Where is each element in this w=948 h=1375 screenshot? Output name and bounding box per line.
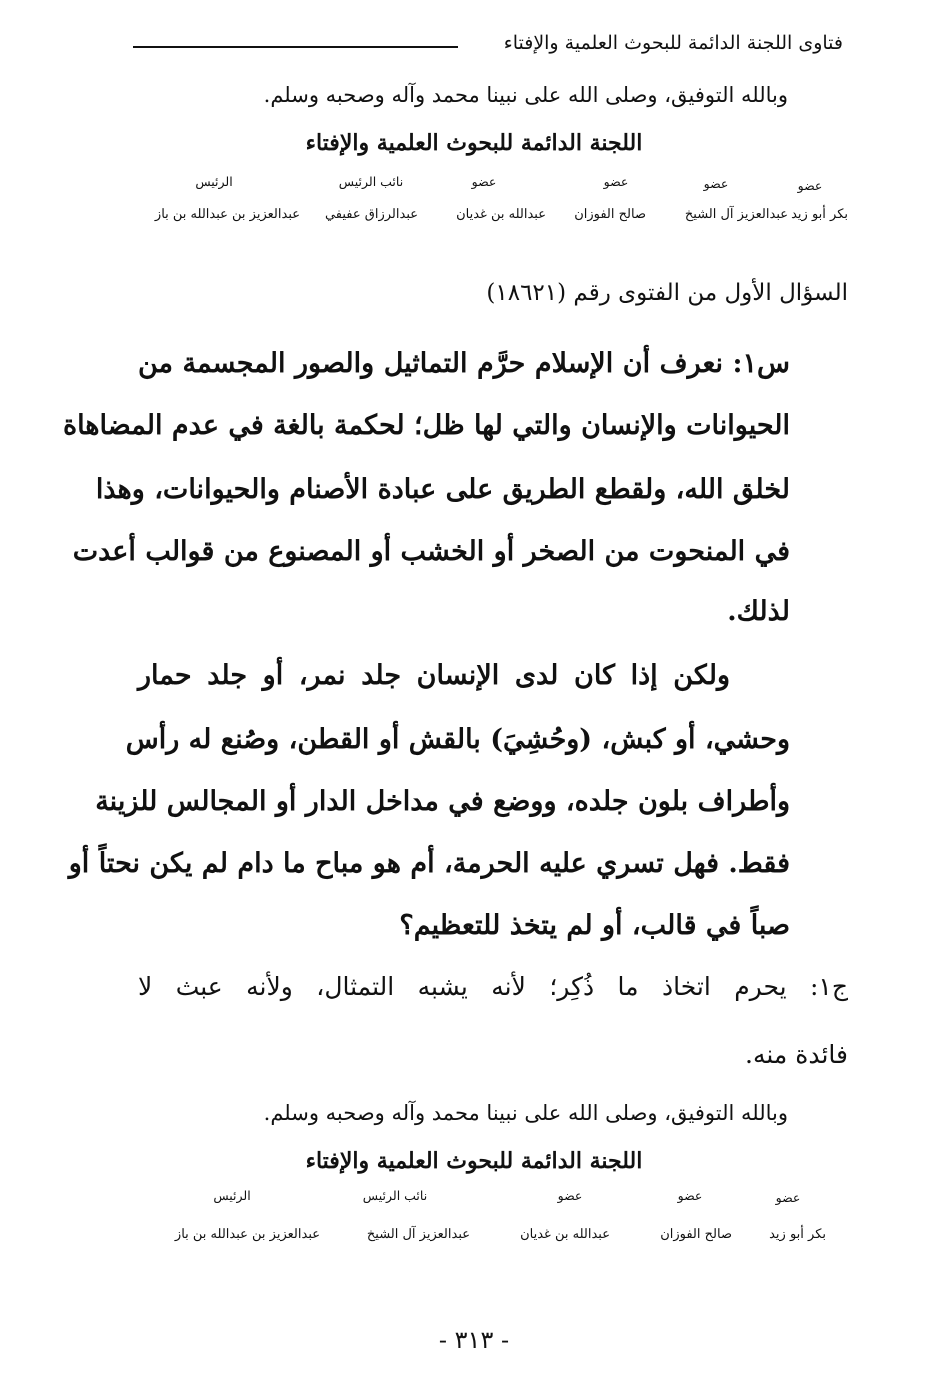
question-line: فقط. فهل تسري عليه الحرمة، أم هو مباح ما دام لم يكن نحتاً أو: [68, 848, 790, 879]
signatory-name: بكر أبو زيد: [791, 207, 848, 222]
question-line: وأطراف بلون جلده، ووضع في مداخل الدار أو المجالس للزينة: [95, 786, 790, 817]
question-line: الحيوانات والإنسان والتي لها ظل؛ لحكمة بالغة في عدم المضاهاة: [62, 410, 790, 441]
signatory-role: نائب الرئيس: [338, 174, 404, 189]
signatory-name: عبدالرزاق عفيفي: [324, 207, 418, 222]
signatory-role: عضو: [471, 174, 497, 189]
question-line: ولكن إذا كان لدى الإنسان جلد نمر، أو جلد حمار: [138, 660, 730, 691]
signatory: [650, 1188, 730, 1204]
signatory: [326, 174, 416, 190]
signatory-name: عبدالله بن غديان: [456, 207, 546, 222]
signatory-name: عبدالعزيز بن عبدالله بن باز: [154, 207, 300, 222]
question-line: صباً في قالب، أو لم يتخذ للتعظيم؟: [399, 910, 790, 941]
running-header-title: فتاوى اللجنة الدائمة للبحوث العلمية والإفتاء: [503, 32, 843, 54]
running-header: [133, 30, 843, 60]
question-line: س١: نعرف أن الإسلام حرَّم التماثيل والصور المجسمة من: [138, 348, 790, 379]
signatory-name: عبدالعزيز بن عبدالله بن باز: [174, 1227, 320, 1242]
signatory: [444, 174, 524, 190]
closing-formula-bottom: وبالله التوفيق، وصلى الله على نبينا محمد وآله وصحبه وسلم.: [263, 1101, 788, 1125]
signatory-role: عضو: [677, 1188, 703, 1203]
signatory-name: عبدالعزيز آل الشيخ: [684, 207, 788, 222]
signatory-name: عبدالله بن غديان: [520, 1227, 610, 1242]
signatory-role: عضو: [603, 174, 629, 189]
answer-line: ج١: يحرم اتخاذ ما ذُكِر؛ لأنه يشبه التمثال، ولأنه عبث لا: [138, 972, 848, 1001]
signatory-name: بكر أبو زيد: [769, 1227, 826, 1242]
committee-heading-bottom: اللجنة الدائمة للبحوث العلمية والإفتاء: [305, 1148, 643, 1174]
signatory: [576, 174, 656, 190]
signatory-role: الرئيس: [213, 1188, 251, 1203]
question-line: لخلق الله، ولقطع الطريق على عبادة الأصنام والحيوانات، وهذا: [95, 474, 790, 505]
signatory-role: عضو: [557, 1188, 583, 1203]
page-number: - ٣١٣ -: [438, 1326, 510, 1354]
question-line: لذلك.: [727, 596, 790, 627]
signatory-role: عضو: [797, 178, 823, 193]
committee-heading-top: اللجنة الدائمة للبحوث العلمية والإفتاء: [305, 130, 643, 156]
signatory-role: عضو: [703, 176, 729, 191]
signature-block-bottom: [0, 1186, 948, 1256]
signatory: [192, 1188, 272, 1204]
signatory: [748, 1190, 828, 1206]
answer-line: فائدة منه.: [745, 1040, 848, 1069]
signatory-name: صالح الفوزان: [574, 207, 646, 222]
signature-block-top: [0, 170, 948, 230]
signatory-role: نائب الرئيس: [362, 1188, 428, 1203]
signatory-name: عبدالعزيز آل الشيخ: [366, 1227, 470, 1242]
signatory-name: صالح الفوزان: [660, 1227, 732, 1242]
fatwa-title: السؤال الأول من الفتوى رقم (١٨٦٢١): [486, 280, 848, 306]
signatory-role: الرئيس: [195, 174, 233, 189]
signatory: [530, 1188, 610, 1204]
signatory: [770, 178, 850, 194]
signatory: [350, 1188, 440, 1204]
signatory: [174, 174, 254, 190]
closing-formula-top: وبالله التوفيق، وصلى الله على نبينا محمد وآله وصحبه وسلم.: [263, 83, 788, 107]
signatory: [676, 176, 756, 192]
signatory-role: عضو: [775, 1190, 801, 1205]
question-line: وحشي، أو كبش، (وحُشِيَ) بالقش أو القطن، وصُنع له رأس: [125, 724, 790, 755]
header-rule: [133, 46, 458, 48]
question-line: في المنحوت من الصخر أو الخشب أو المصنوع من قوالب أعدت: [72, 536, 790, 567]
